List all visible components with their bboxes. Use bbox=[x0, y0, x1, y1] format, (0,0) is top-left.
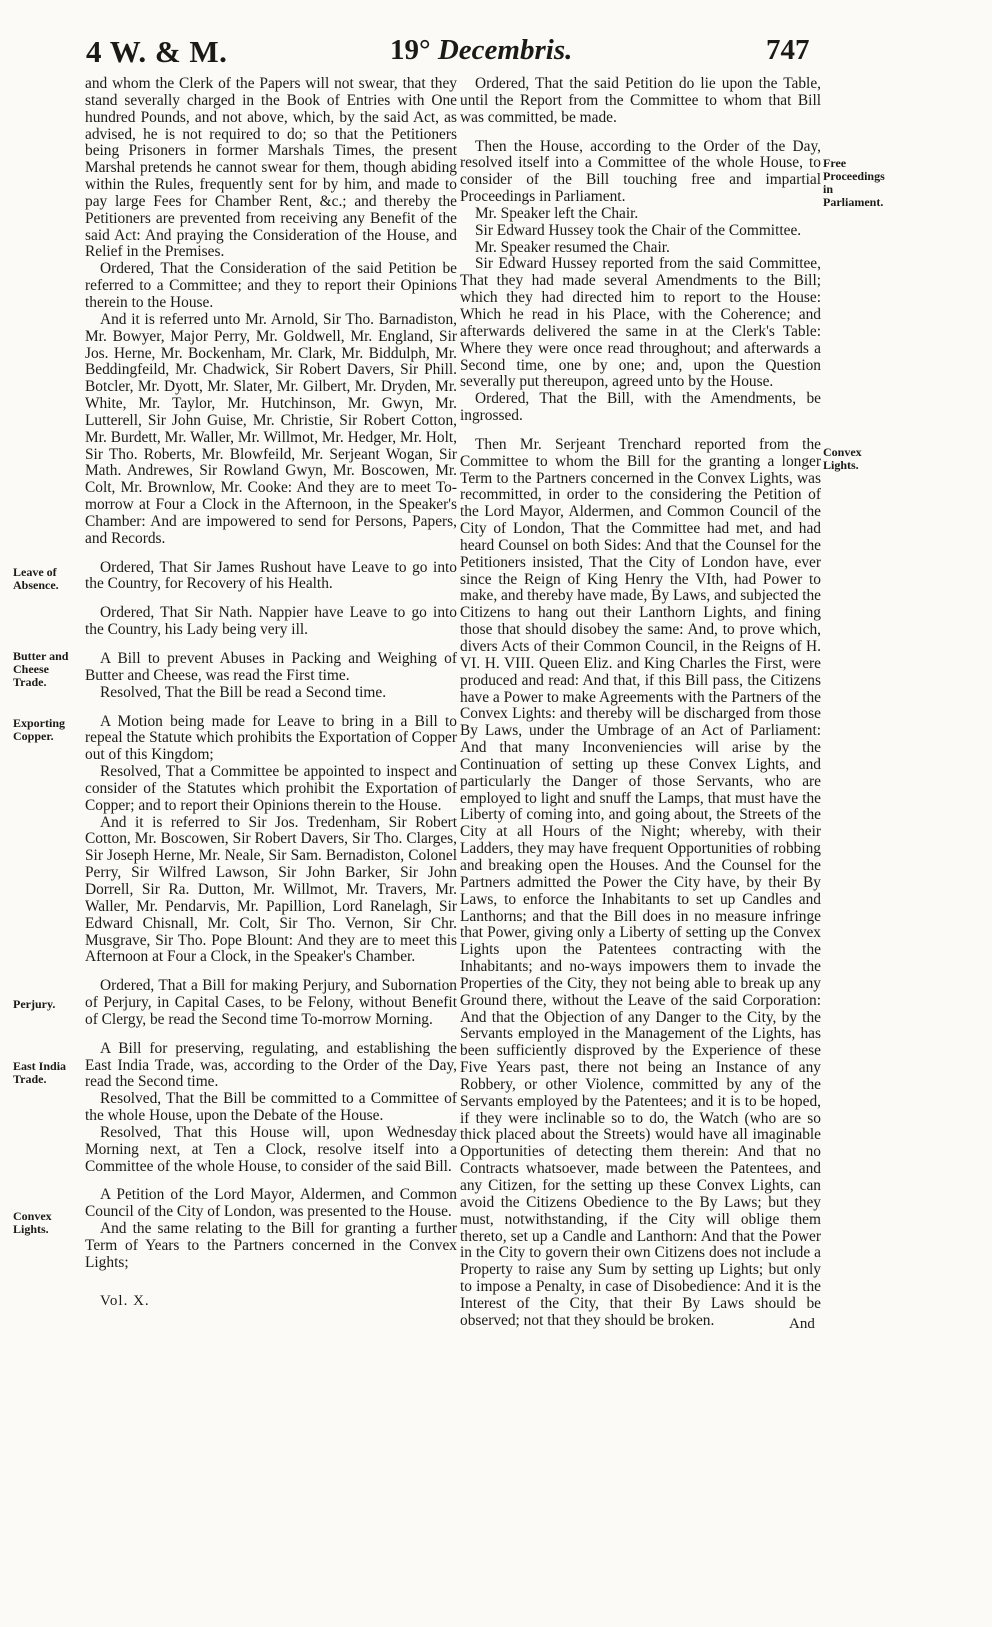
volume-mark: Vol. X. bbox=[100, 1293, 150, 1309]
regnal-year: 4 W. & M. bbox=[86, 34, 228, 69]
paragraph: Sir Edward Hussey reported from the said Committee, That they had made several Amendments to the Bill; which they had directed him to report to the House: Which he read in his Place, with the Coherence; and afterwards delivered the same in at the Clerk's Table: Where they were once read throughout; and afterwards a Second time, one by one; and, upon the Question severally put thereupon, agreed unto by the House. bbox=[460, 255, 821, 391]
paragraph: And it is referred unto Mr. Arnold, Sir Tho. Barnadiston, Mr. Bowyer, Major Perry, Mr. Goldwell, Mr. England, Sir Jos. Herne, Mr. Bockenham, Mr. Clark, Mr. Biddulph, Mr. Beddingfeild, Mr. Chadwick, Sir Robert Davers, Sir Phill. Botcler, Mr. Dyott, Mr. Slater, Mr. Gilbert, Mr. Dryden, Mr. White, Mr. Taylor, Mr. Hutchinson, Mr. Gwyn, Mr. Lutterell, Sir John Guise, Mr. Christie, Sir Robert Cotton, Mr. Burdett, Mr. Waller, Mr. Willmot, Mr. Hedger, Mr. Holt, Sir Tho. Roberts, Mr. Blowfeild, Mr. Serjeant Wogan, Sir Math. Andrewes, Sir Rowland Gwyn, Mr. Boscowen, Mr. Colt, Mr. Brownlow, Mr. Cooke: And they are to meet To-morrow at Four a Clock in the Afternoon, in the Speaker's Chamber: And are impowered to send for Persons, Papers, and Records. bbox=[85, 310, 457, 547]
paragraph: Mr. Speaker resumed the Chair. bbox=[475, 238, 670, 256]
date-month: Decembris. bbox=[437, 34, 573, 66]
margin-note-convex-lights: Convex Lights. bbox=[13, 1209, 52, 1236]
page-number: 747 bbox=[766, 34, 810, 66]
catchword: And bbox=[789, 1316, 815, 1332]
left-column bbox=[85, 76, 457, 1272]
page-header bbox=[0, 34, 992, 74]
margin-note-perjury: Perjury. bbox=[13, 997, 56, 1011]
paragraph: Ordered, That the Consideration of the said Petition be referred to a Committee; and they to report their Opinions therein to the House. bbox=[85, 260, 457, 311]
margin-note-convex-lights-right: Convex Lights. bbox=[823, 445, 862, 472]
paragraph: A Bill for preserving, regulating, and establishing the East India Trade, was, according to the Order of the Day, read the Second time. bbox=[85, 1039, 457, 1091]
margin-note-butter-cheese: Butter and Cheese Trade. bbox=[13, 649, 69, 689]
paragraph: A Petition of the Lord Mayor, Aldermen, and Common Council of the City of London, was presented to the House. bbox=[85, 1186, 457, 1221]
paragraph: A Bill to prevent Abuses in Packing and Weighing of Butter and Cheese, was read the First time. bbox=[85, 650, 457, 684]
margin-note-leave-of-absence: Leave of Absence. bbox=[13, 565, 59, 592]
paragraph: Ordered, That Sir Nath. Nappier have Leave to go into the Country, his Lady being very ill. bbox=[85, 604, 457, 639]
paragraph: Ordered, That Sir James Rushout have Leave to go into the Country, for Recovery of his Health. bbox=[85, 558, 457, 593]
paragraph: Resolved, That the Bill be committed to a Committee of the whole House, upon the Debate of the House. bbox=[85, 1090, 457, 1125]
date-heading bbox=[390, 34, 572, 67]
paragraph: and whom the Clerk of the Papers will not swear, that they stand severally charged in the Book of Entries with One hundred Pounds, and not above, which, by the said Act, as advised, he is not required to do; so that the Petitioners being Prisoners in former Marshals Times, the present Marshal pretends he cannot swear for them, though abiding within the Rules, frequently sent for by him, and made to pay large Fees for Chamber Rent, &c.; and thereby the Petitioners are prevented from receiving any Benefit of the said Act: And praying the Consideration of the House, and Relief in the Premises. bbox=[85, 75, 457, 261]
paragraph: A Motion being made for Leave to bring in a Bill to repeal the Statute which prohibits the Exportation of Copper out of this Kingdom; bbox=[85, 712, 457, 764]
paragraph: And it is referred to Sir Jos. Tredenham, Sir Robert Cotton, Mr. Boscowen, Sir Robert Davers, Sir Tho. Clarges, Sir Joseph Herne, Mr. Neale, Sir Sam. Bernadiston, Colonel Perry, Sir Wilfred Lawson, Sir John Barker, Sir John Dorrell, Sir Ra. Dutton, Mr. Willmot, Mr. Travers, Mr. Waller, Mr. Pendarvis, Mr. Papillion, Lord Ranelagh, Sir Edward Chisnall, Mr. Colt, Sir Tho. Vernon, Sir Chr. Musgrave, Sir Tho. Pope Blount: And they are to meet this Afternoon at Four a Clock, in the Speaker's Chamber. bbox=[85, 813, 457, 966]
paragraph: Resolved, That the Bill be read a Second time. bbox=[100, 683, 387, 701]
paragraph: Ordered, That the Bill, with the Amendments, be ingrossed. bbox=[460, 390, 821, 425]
paragraph: Then the House, according to the Order of the Day, resolved itself into a Committee of the whole House, to consider of the Bill touching free and impartial Proceedings in Parliament. bbox=[460, 137, 821, 206]
paragraph: Then Mr. Serjeant Trenchard reported from the Committee to whom the Bill for the granting a longer Term to the Partners concerned in the Convex Lights, was recommitted, in order to the considering the Petition of the Lord Mayor, Aldermen, and Common Council of the City of London, That the Committee had met, and had heard Counsel on both Sides: And that the Counsel for the Petitioners insisted, That the City of London have, ever since the Reign of King Henry the VIth, had Power to make, and thereby have made, By Laws, and subjected the Citizens to hang out their Lanthorn Lights, and fining those that should disobey the same: And, to prove which, divers Acts of their Common Council, in the Reigns of H. VI. H. VIII. Queen Eliz. and King Charles the First, were produced and read: And that, if this Bill pass, the Citizens have a Power to make Agreements with the Partners of the Convex Lights: and thereby will be discharged from those By Laws, under the Umbrage of an Act of Parliament: And that many Inconveniencies will arise by the Continuation of setting up these Convex Lights, and particularly the Danger of those Servants, who are employed to light and snuff the Lamps, that must have the Liberty of coming into, and going about, the Streets of the City at all Hours of the Night; whereby, with their Ladders, they may have frequent Opportunities of robbing and breaking open the Houses. And the Counsel for the Partners admitted the Power the City have, by their By Laws, to enforce the Inhabitants to set up Candles and Lanthorns; and that the Bill does in no measure infringe that Power, giving only a Liberty of setting up the Convex Lights upon the Patentees contracting with the Inhabitants; and no-ways impowers them to invade the Properties of the City, they not being able to break up any Ground there, without the Leave of the said Corporation: And that the Objection of any Danger to the City, by the Servants employed in the Management of the Lights, has been sufficiently disproved by the Experience of these Five Years past, there not being an Instance of any Robbery, or other Violence, committed by any of the Servants employed by the Patentees; and it is to be hoped, if they were inclinable so to do, the Watch (who are so thick placed about the Streets) would have all imaginable Opportunities of detecting them therein: And that no Contracts whatsoever, made between the Patentees, and any Citizen, for the setting up these Convex Lights, can avoid the Citizens Obedience to the By Laws; but they must, notwithstanding, if the City will oblige them thereto, set up a Candle and Lanthorn: And that the Power in the City to govern their own Citizens does not include a Property to raise any Sum by setting up Lights; but only to impose a Penalty, in case of Disobedience: And it is the Interest of the City, that their By Laws should be observed; not that they should be broken. bbox=[460, 435, 821, 1329]
paragraph: Sir Edward Hussey took the Chair of the Committee. bbox=[475, 221, 802, 239]
paragraph: And the same relating to the Bill for granting a further Term of Years to the Partners concerned in the Convex Lights; bbox=[85, 1220, 457, 1271]
paragraph: Mr. Speaker left the Chair. bbox=[475, 204, 639, 222]
paragraph: Resolved, That a Committee be appointed to inspect and consider of the Statutes which prohibit the Exportation of Copper; and to report their Opinions therein to the House. bbox=[85, 763, 457, 814]
margin-note-free-proceedings: Free Proceedings in Parliament. bbox=[823, 156, 885, 209]
margin-note-east-india: East India Trade. bbox=[13, 1059, 67, 1086]
paragraph: Ordered, That the said Petition do lie upon the Table, until the Report from the Committee to whom that Bill was committed, be made. bbox=[460, 75, 821, 126]
right-column bbox=[460, 76, 821, 1330]
date-day: 19° bbox=[390, 34, 431, 66]
paragraph: Resolved, That this House will, upon Wednesday Morning next, at Ten a Clock, resolve itself into a Committee of the whole House, to consider of the said Bill. bbox=[85, 1123, 457, 1175]
paragraph: Ordered, That a Bill for making Perjury, and Subornation of Perjury, in Capital Cases, to be Felony, without Benefit of Clergy, be read the Second time To-morrow Morning. bbox=[85, 977, 457, 1028]
margin-note-exporting-copper: Exporting Copper. bbox=[13, 716, 66, 743]
